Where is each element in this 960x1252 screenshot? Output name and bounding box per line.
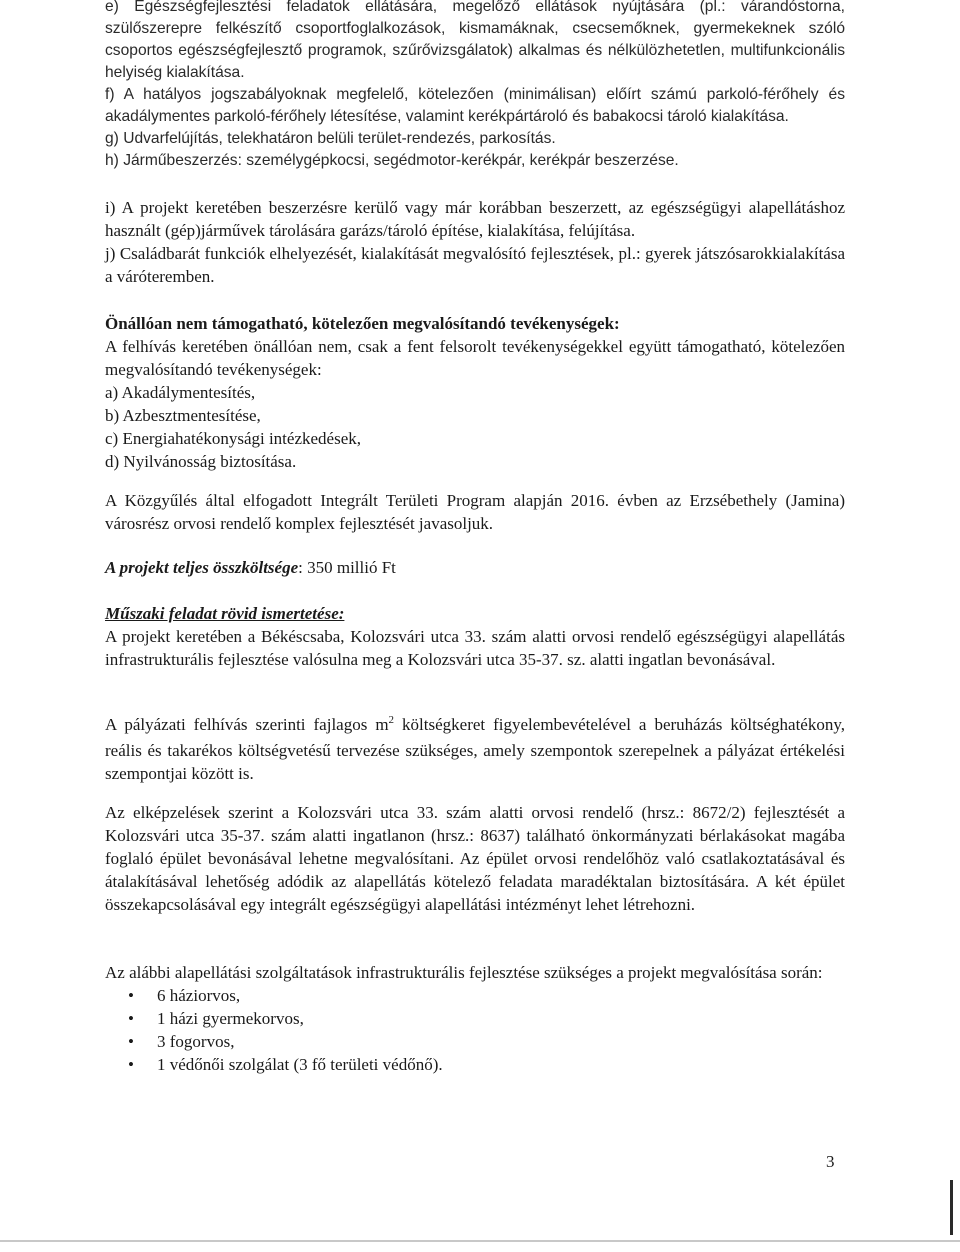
activity-list-sans	[105, 0, 845, 172]
services-list	[105, 984, 845, 1076]
technical-section	[105, 602, 845, 671]
mandatory-heading: Önállóan nem támogatható, kötelezően megvalósítandó tevékenységek:	[105, 314, 620, 333]
mandatory-item-a: a) Akadálymentesítés,	[105, 383, 256, 402]
p2-before: A pályázati felhívás szerinti fajlagos m	[105, 715, 389, 734]
page-number: 3	[826, 1152, 835, 1171]
scan-bottom-edge	[0, 1240, 960, 1242]
list-item-j: j) Családbarát funkciók elhelyezését, kialakítását megvalósító fejlesztések, pl.: gyerek játszósarokkialakítása a váróteremben.	[105, 244, 845, 286]
list-item-h: h) Járműbeszerzés: személygépkocsi, segédmotor-kerékpár, kerékpár beszerzése.	[105, 152, 679, 169]
technical-paragraph-3	[105, 801, 845, 916]
p2-after: költségkeret figyelembevételével a beruházás költséghatékony, reális és takarékos költségvetésű tervezése szükséges, amely szempontok szerepelnek a pályázat értékelési szempontjai között is.	[105, 715, 845, 783]
technical-paragraph-4	[105, 961, 845, 1076]
technical-paragraph-2	[105, 713, 845, 785]
total-cost-value: : 350 millió Ft	[298, 558, 396, 577]
mandatory-item-b: b) Azbesztmentesítése,	[105, 406, 261, 425]
mandatory-section	[105, 312, 845, 473]
technical-heading: Műszaki feladat rövid ismertetése:	[105, 604, 345, 623]
list-item: • 6 háziorvos,	[105, 984, 845, 1007]
assembly-text: A Közgyűlés által elfogadott Integrált Területi Program alapján 2016. évben az Erzsébethely (Jamina) városrész orvosi rendelő komplex fejlesztését javasoljuk.	[105, 491, 845, 533]
mandatory-item-c: c) Energiahatékonysági intézkedések,	[105, 429, 361, 448]
list-item: • 1 védőnői szolgálat (3 fő területi védőnő).	[105, 1053, 845, 1076]
list-item: • 1 házi gyermekorvos,	[105, 1007, 845, 1030]
list-item-i: i) A projekt keretében beszerzésre kerülő vagy már korábban beszerzett, az egészségügyi alapellátáshoz használt (gép)járművek tárolására garázs/tároló építése, kialakítása, felújítása.	[105, 198, 845, 240]
mandatory-item-d: d) Nyilvánosság biztosítása.	[105, 452, 297, 471]
assembly-paragraph	[105, 489, 845, 535]
p2-superscript: 2	[388, 714, 395, 726]
total-cost-label: A projekt teljes összköltsége	[105, 558, 299, 577]
list-item-e: e) Egészségfejlesztési feladatok ellátására, megelőző ellátások nyújtására (pl.: várandóstorna, szülőszerepre felkészítő csoportfoglalkozások, kismamáknak, csecsemőknek, gyermekeknek szóló csoportos egészségfejlesztő programok, szűrővizsgálatok) alkalmas és nélkülözhetetlen, multifunkcionális helyiség kialakítása.	[105, 0, 845, 81]
list-item-g: g) Udvarfelújítás, telekhatáron belüli terület-rendezés, parkosítás.	[105, 130, 556, 147]
technical-paragraph-1: A projekt keretében a Békéscsaba, Kolozsvári utca 33. szám alatti orvosi rendelő egészségügyi alapellátás infrastrukturális fejlesztése valósulna meg a Kolozsvári utca 35-37. sz. alatti ingatlan bevonásával.	[105, 627, 845, 669]
p4-text: Az alábbi alapellátási szolgáltatások infrastrukturális fejlesztése szükséges a projekt megvalósítása során:	[105, 963, 823, 982]
total-cost	[105, 556, 845, 579]
mandatory-intro: A felhívás keretében önállóan nem, csak a fent felsorolt tevékenységekkel együtt támogatható, kötelezően megvalósítandó tevékenységek:	[105, 337, 845, 379]
list-item-f: f) A hatályos jogszabályoknak megfelelő, kötelezően (minimálisan) előírt számú parkoló-férőhely és akadálymentes parkoló-férőhely létesítése, valamint kerékpártároló és babakocsi tároló kialakítása.	[105, 86, 845, 125]
list-item: • 3 fogorvos,	[105, 1030, 845, 1053]
scan-edge-mark	[950, 1180, 953, 1235]
p3-text: Az elképzelések szerint a Kolozsvári utca 33. szám alatti orvosi rendelő (hrsz.: 8672/2) fejlesztését a Kolozsvári utca 35-37. szám alatti ingatlanon (hrsz.: 8637) található önkormányzati bérlakásokat magába foglaló épület bevonásával lehetne megvalósítani. Az épület orvosi rendelőhöz való csatlakoztatásával és átalakításával lehetőség adódik az alapellátás kötelező feladata maradéktalan biztosítására. A két épület összekapcsolásával egy integrált egészségügyi alapellátási intézményt lehet létrehozni.	[105, 803, 845, 914]
activity-list-serif	[105, 196, 845, 288]
